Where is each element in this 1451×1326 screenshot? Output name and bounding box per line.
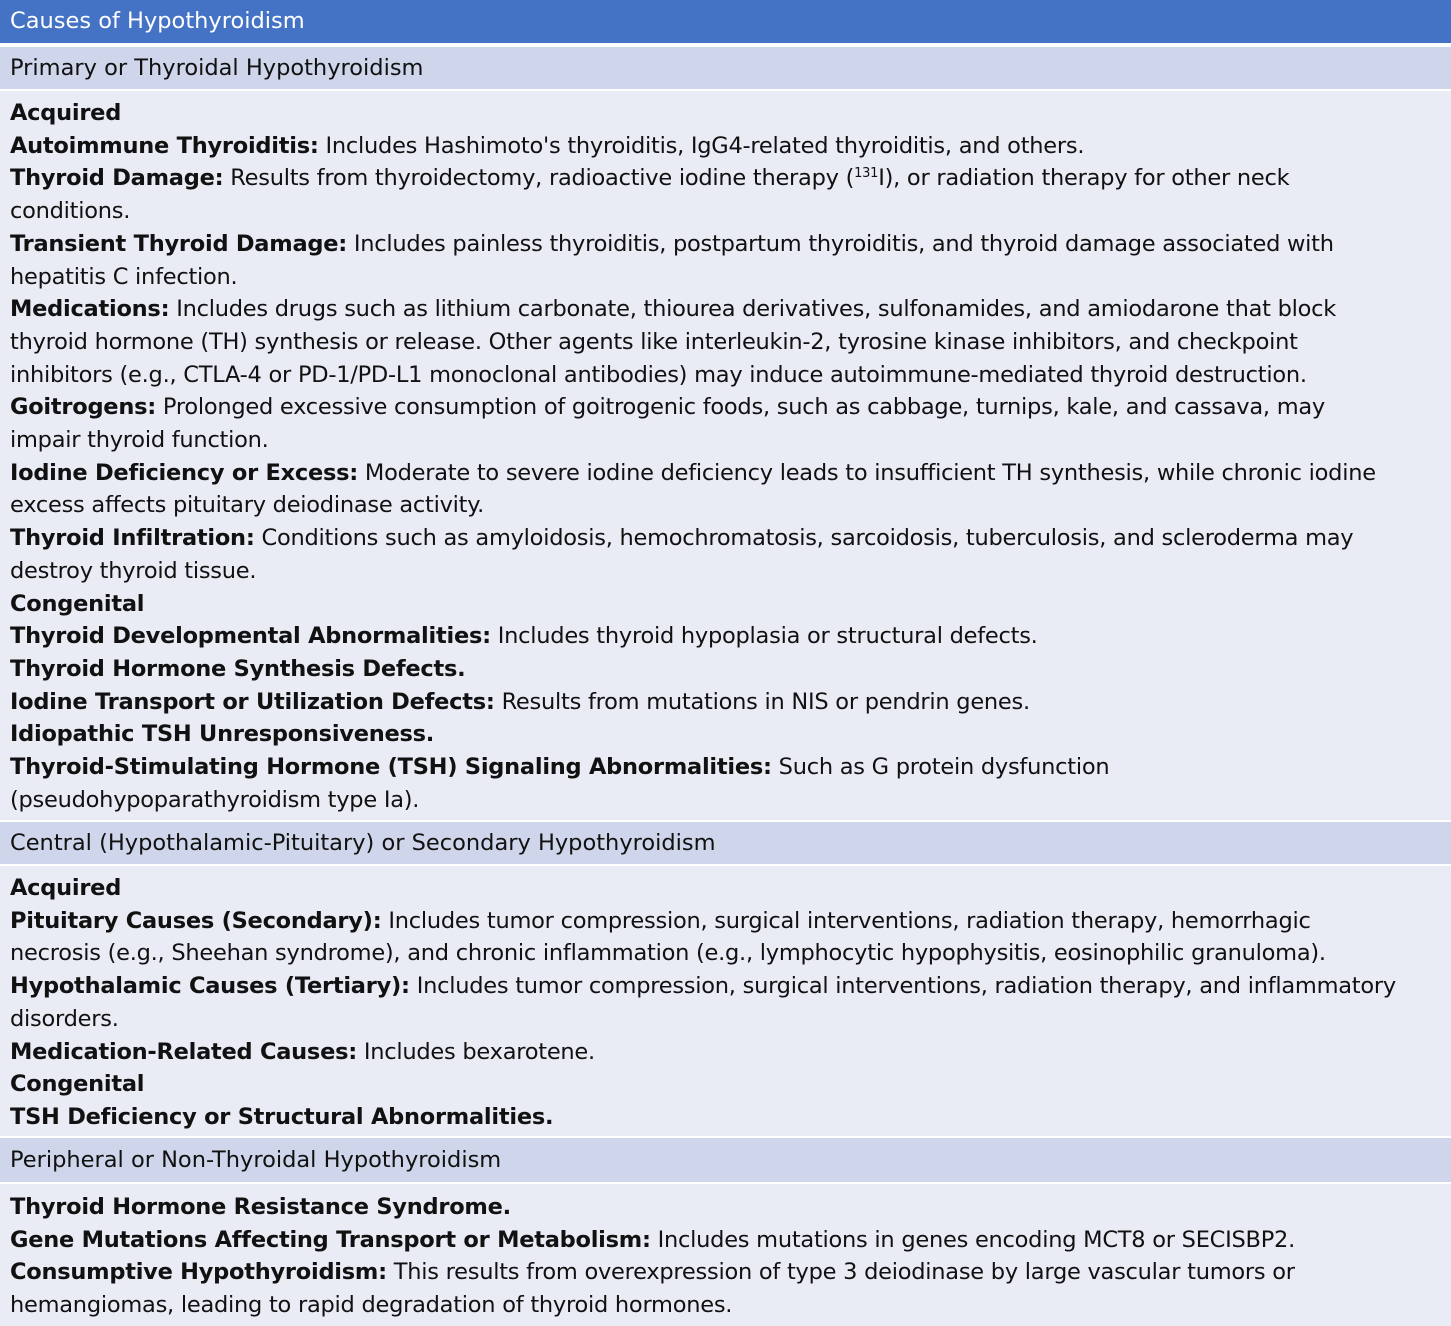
- entry-term: Transient Thyroid Damage:: [10, 230, 347, 257]
- entry-hypothalamic-causes: [10, 970, 1443, 1035]
- entry-term: Autoimmune Thyroiditis:: [10, 132, 319, 159]
- entry-text: Includes thyroid hypoplasia or structural defects.: [497, 623, 1038, 650]
- entry-term: Medications:: [10, 296, 170, 323]
- entry-term: Thyroid Infiltration:: [10, 525, 255, 552]
- entry-text-continued: conditions.: [10, 198, 131, 225]
- entry-term: Thyroid Hormone Resistance Syndrome.: [10, 1194, 511, 1220]
- entry-developmental-abnormalities: [10, 620, 1443, 653]
- entry-transient-thyroid-damage: [10, 228, 1443, 293]
- entry-autoimmune-thyroiditis: [10, 130, 1443, 163]
- entry-term: Consumptive Hypothyroidism:: [10, 1259, 387, 1286]
- entry-iodine-transport-defects: [10, 686, 1443, 719]
- entry-text-continued: (pseudohypoparathyroidism type Ia).: [10, 786, 420, 813]
- entry-term: Hypothalamic Causes (Tertiary):: [10, 973, 410, 1000]
- entry-term: Pituitary Causes (Secondary):: [10, 907, 382, 934]
- section-header-peripheral: Peripheral or Non-Thyroidal Hypothyroidism: [0, 1136, 1451, 1182]
- entry-text-continued: disorders.: [10, 1005, 119, 1032]
- subheading-congenital: Congenital: [10, 590, 145, 617]
- entry-iodine-deficiency: [10, 457, 1443, 522]
- entry-term: Goitrogens:: [10, 394, 156, 421]
- section-header-central: Central (Hypothalamic-Pituitary) or Secondary Hypothyroidism: [0, 820, 1451, 864]
- entry-text-continued: excess affects pituitary deiodinase activity.: [10, 492, 484, 519]
- subheading-acquired: Acquired: [10, 100, 122, 126]
- section-body-peripheral: [0, 1182, 1451, 1326]
- entry-text-continued: hemangiomas, leading to rapid degradation of thyroid hormones.: [10, 1292, 733, 1319]
- entry-text: Includes tumor compression, surgical interventions, radiation therapy, hemorrhagic: [388, 907, 1311, 934]
- entry-synthesis-defects: [10, 653, 1443, 686]
- entry-medications: [10, 293, 1443, 391]
- section-body-primary: [0, 89, 1451, 820]
- entry-text: Includes tumor compression, surgical interventions, radiation therapy, and inflammatory: [416, 973, 1396, 1000]
- entry-text-continued: impair thyroid function.: [10, 427, 269, 454]
- entry-medication-related: [10, 1036, 1443, 1069]
- entry-text: Prolonged excessive consumption of goitrogenic foods, such as cabbage, turnips, kale, and cassava, may: [162, 394, 1325, 421]
- entry-term: Medication-Related Causes:: [10, 1038, 357, 1065]
- entry-tsh-deficiency: [10, 1101, 1443, 1134]
- entry-thyroid-damage: [10, 162, 1443, 227]
- entry-term: Gene Mutations Affecting Transport or Metabolism:: [10, 1226, 651, 1253]
- entry-text: Includes Hashimoto's thyroiditis, IgG4-related thyroiditis, and others.: [325, 132, 1085, 159]
- entry-text: Includes bexarotene.: [363, 1038, 595, 1065]
- entry-hormone-resistance: [10, 1191, 1443, 1224]
- entry-pituitary-causes: [10, 905, 1443, 970]
- entry-text: This results from overexpression of type 3 deiodinase by large vascular tumors or: [393, 1259, 1295, 1286]
- entry-term: Iodine Transport or Utilization Defects:: [10, 688, 495, 715]
- entry-text: Moderate to severe iodine deficiency leads to insufficient TH synthesis, while chronic iodine: [364, 459, 1376, 486]
- entry-text: Conditions such as amyloidosis, hemochromatosis, sarcoidosis, tuberculosis, and scleroderma may: [261, 525, 1354, 552]
- entry-gene-mutations: [10, 1224, 1443, 1257]
- entry-term: Thyroid Developmental Abnormalities:: [10, 623, 491, 650]
- entry-text: Such as G protein dysfunction: [778, 754, 1110, 781]
- entry-goitrogens: [10, 391, 1443, 456]
- entry-tsh-signaling: [10, 751, 1443, 816]
- subheading-congenital: Congenital: [10, 1071, 145, 1098]
- entry-term: Thyroid Damage:: [10, 165, 224, 192]
- entry-text-continued: destroy thyroid tissue.: [10, 557, 257, 584]
- entry-term: Thyroid Hormone Synthesis Defects.: [10, 655, 466, 682]
- entry-text: Includes painless thyroiditis, postpartum thyroiditis, and thyroid damage associated with: [353, 230, 1334, 257]
- entry-text-continued: inhibitors (e.g., CTLA-4 or PD-1/PD-L1 monoclonal antibodies) may induce autoimmune-mediated thyroid destruction.: [10, 361, 1307, 388]
- entry-term: Thyroid-Stimulating Hormone (TSH) Signaling Abnormalities:: [10, 754, 772, 781]
- entry-term: TSH Deficiency or Structural Abnormalities.: [10, 1103, 554, 1130]
- subheading-acquired: Acquired: [10, 875, 122, 901]
- entry-text: Results from mutations in NIS or pendrin genes.: [501, 688, 1030, 715]
- entry-consumptive-hypothyroidism: [10, 1256, 1443, 1321]
- entry-text: I), or radiation therapy for other neck: [878, 165, 1290, 192]
- section-header-primary: Primary or Thyroidal Hypothyroidism: [0, 45, 1451, 89]
- entry-text: Includes mutations in genes encoding MCT8 or SECISBP2.: [657, 1226, 1296, 1253]
- entry-text-continued: hepatitis C infection.: [10, 263, 238, 290]
- entry-term: Iodine Deficiency or Excess:: [10, 459, 359, 486]
- section-body-central: [0, 864, 1451, 1136]
- isotope-superscript: 131: [854, 166, 879, 182]
- table-title: Causes of Hypothyroidism: [0, 0, 1451, 43]
- entry-text-continued: thyroid hormone (TH) synthesis or release. Other agents like interleukin-2, tyrosine kinase inhibitors, and checkpoint: [10, 328, 1298, 355]
- entry-text: Results from thyroidectomy, radioactive iodine therapy (: [230, 165, 855, 192]
- entry-thyroid-infiltration: [10, 522, 1443, 587]
- entry-text-continued: necrosis (e.g., Sheehan syndrome), and chronic inflammation (e.g., lymphocytic hypophysitis, eosinophilic granuloma).: [10, 940, 1326, 967]
- entry-tsh-unresponsiveness: [10, 718, 1443, 751]
- entry-term: Idiopathic TSH Unresponsiveness.: [10, 721, 435, 748]
- entry-text: Includes drugs such as lithium carbonate, thiourea derivatives, sulfonamides, and amiodarone that block: [176, 296, 1337, 323]
